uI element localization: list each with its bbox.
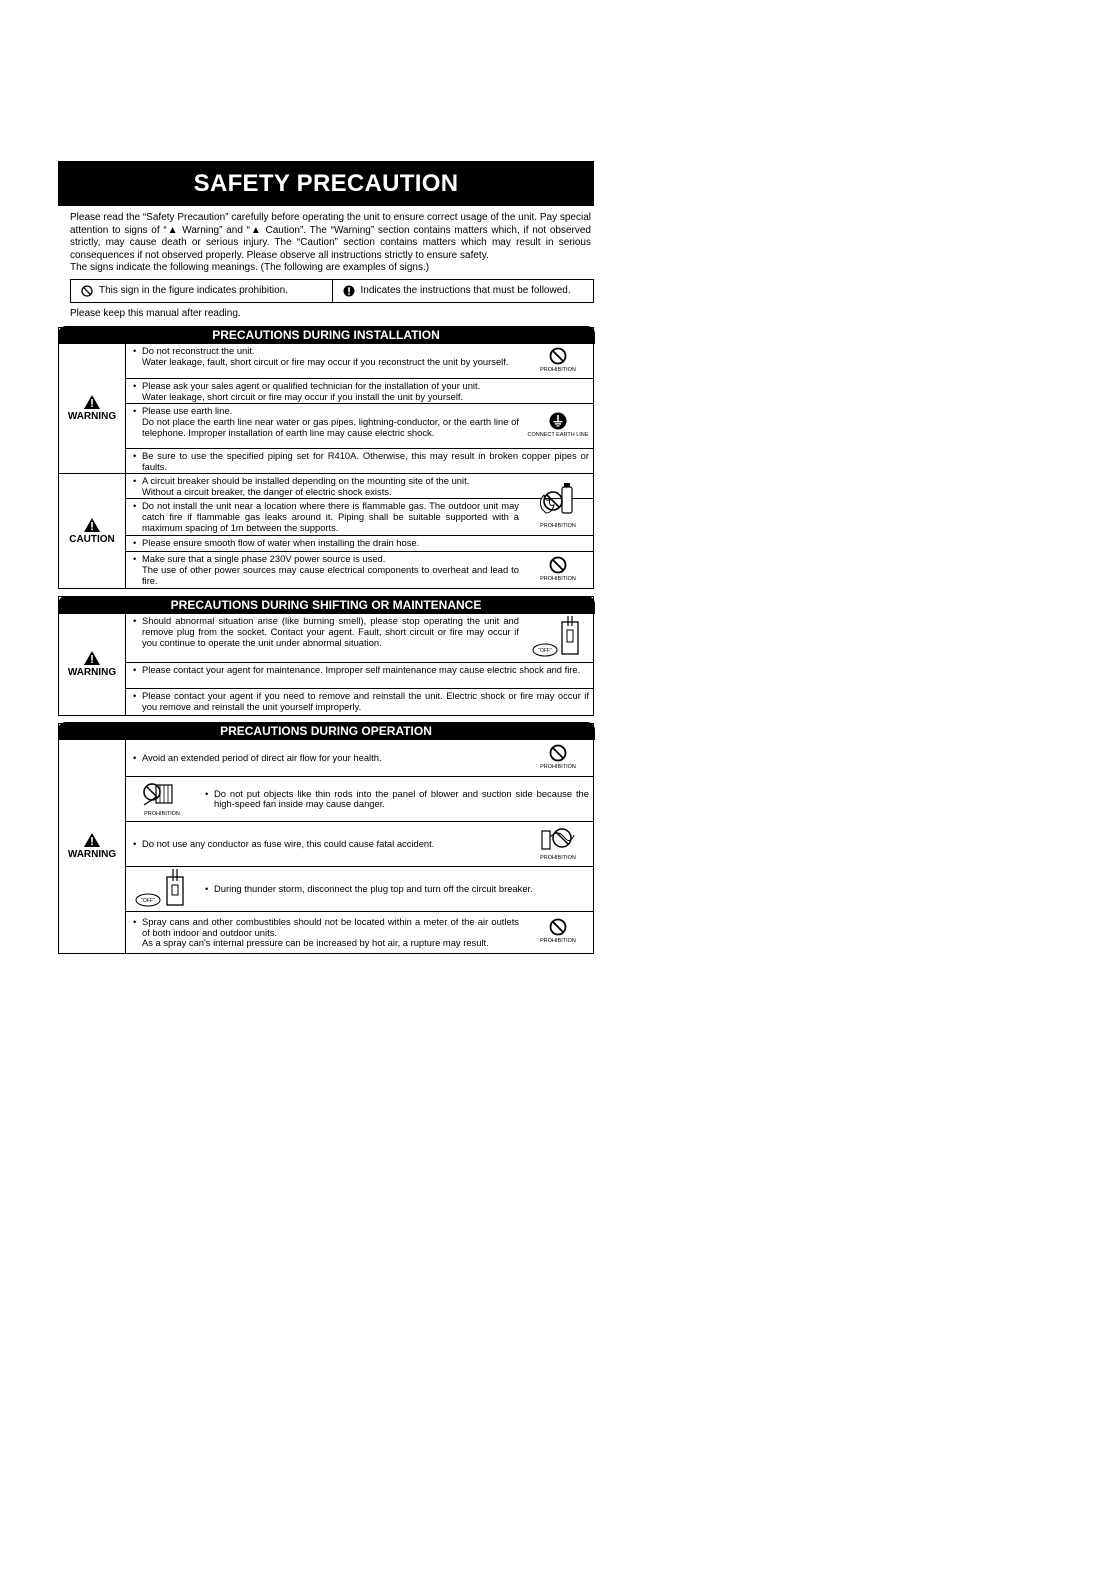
intro-paragraph: Please read the “Safety Precaution” carefully before operating the unit to ensure correct usage of the unit. Pay special attention to signs of “▲ Warning” and “▲ Caution”. The “Warning” section contains matters which, if not observed strictly, may cause death or serious injury. The “Caution” section contains matters which may result in serious consequences if not observed properly. Please observe all instructions strictly to ensure safety. [70,212,591,261]
maintenance-warning-group [59,614,593,715]
prohibition-icon [81,285,93,297]
svg-text:"OFF": "OFF" [538,647,552,654]
plug-off-icon [135,869,189,909]
installation-warning-group [59,344,593,473]
list-item: • Do not use any conductor as fuse wire, this could cause fatal accident. PROHIBITION [126,821,593,866]
mandatory-icon [343,285,355,297]
plug-off-badge [126,869,198,909]
prohibition-legend-text: This sign in the figure indicates prohibition. [99,285,288,297]
prohibition-icon [549,918,567,936]
intro-text [58,206,594,275]
plug-off-badge [523,614,593,662]
installation-section [58,327,594,590]
list-item: • Please contact your agent for maintenance. Improper self maintenance may cause electric shock and fire. [126,662,593,688]
operation-heading: PRECAUTIONS DURING OPERATION [58,722,595,740]
page-title: SAFETY PRECAUTION [58,161,594,206]
list-item: • Please use earth line. Do not place the earth line near water or gas pipes, lightning-conductor, or the earth line of telephone. Improper installation of earth line may cause electric shock. CONNECT EARTH LINE [126,403,593,448]
prohibition-badge: PROHIBITION [523,344,593,378]
keep-manual-note: Please keep this manual after reading. [70,307,241,319]
installation-caution-group [59,473,593,588]
mandatory-legend-text: Indicates the instructions that must be followed. [360,285,571,297]
prohibition-badge: PROHIBITION [523,744,593,773]
warning-label-text: WARNING [67,666,117,678]
caution-triangle-icon [84,518,100,532]
warning-label-text: WARNING [67,411,117,423]
list-item: • Do not reconstruct the unit. Water leakage, fault, short circuit or fire may occur if you reconstruct the unit by yourself. PROHIBITION [126,344,593,378]
prohibition-icon [549,744,567,762]
mandatory-legend [332,280,594,302]
list-item: • Please ensure smooth flow of water when installing the drain hose. [126,535,593,551]
prohibition-badge: PROHIBITION [523,552,593,588]
safety-page [58,161,594,954]
svg-text:"OFF": "OFF" [141,898,155,905]
prohibition-legend [71,280,332,302]
operation-section [58,723,594,955]
list-item: • Should abnormal situation arise (like burning smell), please stop operating the unit and remove plug from the socket. Contact your agent. Fault, short circuit or fire may occur if you continue to operate the unit under abnormal situation. "OFF" [126,614,593,662]
signs-meaning: The signs indicate the following meanings. (The following are examples of signs.) [70,262,430,274]
flammable-gas-badge: PROHIBITION [523,477,593,535]
list-item: • Spray cans and other combustibles should not be located within a meter of the air outlets of both indoor and outdoor units. As a spray can's internal pressure can be increased by hot air, a rupture may result. PROHIBITION [126,911,593,953]
list-item: • Avoid an extended period of direct air flow for your health. PROHIBITION [126,740,593,776]
signs-legend [70,279,594,303]
fan-rod-prohibition-icon [142,779,182,809]
warning-label [59,344,126,473]
list-item: PROHIBITION • Do not put objects like thin rods into the panel of blower and suction side because the high-speed fan inside may cause danger. [126,776,593,821]
list-item: • Please ask your sales agent or qualified technician for the installation of your unit. Water leakage, short circuit or fire may occur if you install the unit by yourself. [126,378,593,403]
maintenance-heading: PRECAUTIONS DURING SHIFTING OR MAINTENANCE [58,596,595,614]
list-item: • Do not install the unit near a location where there is flammable gas. The outdoor unit may catch fire if flammable gas leaks around it. Piping shall be suitable supported with a maximum spacing of 1m between the supports. PROHIBITION [126,498,593,535]
prohibition-badge: PROHIBITION [523,918,593,947]
caution-label [59,474,126,588]
warning-label [59,740,126,953]
warning-label [59,614,126,715]
warning-triangle-icon [84,833,100,847]
earth-ground-icon [549,412,567,430]
list-item: • Please contact your agent if you need to remove and reinstall the unit. Electric shock or fire may occur if you remove and reinstall the unit yourself improperly. [126,688,593,715]
operation-warning-group [59,740,593,953]
warning-triangle-icon [84,395,100,409]
list-item: • Make sure that a single phase 230V power source is used. The use of other power sources may cause electrical components to overheat and lead to fire. PROHIBITION [126,551,593,588]
warning-label-text: WARNING [67,849,117,861]
list-item: • A circuit breaker should be installed depending on the mounting site of the unit. Without a circuit breaker, the danger of electric shock exists. [126,474,593,498]
warning-triangle-icon [84,651,100,665]
fuse-prohibition-badge: PROHIBITION [523,825,593,864]
list-item: • Be sure to use the specified piping set for R410A. Otherwise, this may result in broken copper pipes or faults. [126,448,593,473]
installation-heading: PRECAUTIONS DURING INSTALLATION [58,326,595,344]
fan-prohibition-badge: PROHIBITION [126,779,198,820]
earth-badge: CONNECT EARTH LINE [523,404,593,448]
list-item: "OFF" • During thunder storm, disconnect the plug top and turn off the circuit breaker. [126,866,593,911]
plug-off-icon [532,616,584,660]
fuse-wire-prohibition-icon [538,825,578,853]
prohibition-icon [549,347,567,365]
caution-label-text: CAUTION [69,533,115,545]
maintenance-section [58,596,594,716]
prohibition-icon [549,556,567,574]
